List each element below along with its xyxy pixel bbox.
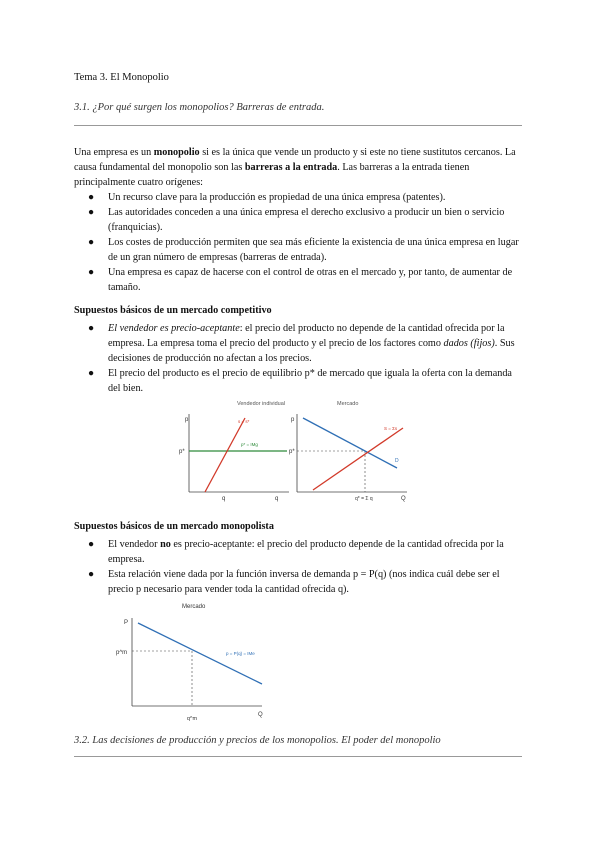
firm-supply-curve	[205, 418, 245, 492]
pm-label: p^m	[116, 650, 128, 656]
list-item: ● Un recurso clave para la producción es propiedad de una única empresa (patentes).	[88, 192, 446, 203]
curve-label: p = P(q) = IMe	[226, 651, 255, 656]
figure2-title: Mercado	[182, 604, 206, 610]
left-panel-title: Vendedor individual	[237, 401, 286, 407]
right-pstar-label: p*	[289, 449, 295, 455]
right-panel-title: Mercado	[337, 401, 359, 407]
competitive-market-figure	[175, 396, 415, 506]
competitive-list	[74, 321, 524, 396]
list-item: ● El vendedor es precio-aceptante: el precio del producto no depende de la cantidad ofrecida por la empresa. La empresa toma el precio del producto y el precio de los factores como dados (fijos). Sus decisiones de producción no afectan a los precios.	[88, 323, 515, 364]
Q-axis-label: Q	[258, 712, 263, 718]
market-supply-label: S = Σs	[384, 426, 398, 431]
section-heading-2: 3.2. Las decisiones de producción y precios de los monopolios. El poder del monopolio	[74, 735, 441, 746]
list-item: ● Una empresa es capaz de hacerse con el control de otras en el mercado y, por tanto, de aumentar de tamaño.	[88, 267, 513, 293]
section-divider	[74, 125, 522, 126]
list-item: ● El precio del producto es el precio de equilibrio p* de mercado que iguala la oferta con la demanda del bien.	[88, 368, 512, 394]
section-divider	[74, 756, 522, 757]
list-item: ● El vendedor no es precio-aceptante: el precio del producto depende de la cantidad ofrecida por la empresa.	[88, 539, 504, 565]
monopolist-list	[74, 537, 524, 597]
market-demand-curve	[303, 418, 397, 468]
barriers-list	[74, 190, 524, 295]
right-Q-label: Q	[401, 496, 406, 502]
right-p-label: p	[291, 417, 295, 423]
competitive-heading: Supuestos básicos de un mercado competitivo	[74, 305, 272, 316]
left-q-label: q	[222, 496, 226, 502]
list-item: ● Las autoridades conceden a una única empresa el derecho exclusivo a producir un bien o servicio (franquicias).	[88, 207, 505, 233]
p-axis-label: P	[124, 620, 129, 626]
firm-supply-label: s = s*	[238, 419, 250, 424]
list-item: ● Esta relación viene dada por la función inversa de demanda p = P(q) (nos indica cuál debe ser el precio p necesario para vender toda la cantidad ofrecida q).	[88, 569, 500, 595]
market-supply-curve	[313, 428, 403, 490]
qm-label: q^m	[186, 716, 198, 722]
list-item: ● Los costes de producción permiten que sea más eficiente la existencia de una única empresa en lugar de un gran número de empresas (barreras de entrada).	[88, 237, 519, 263]
monopolist-heading: Supuestos básicos de un mercado monopolista	[74, 521, 274, 532]
intro-paragraph: Una empresa es un monopolio si es la única que vende un producto y si este no tiene sustitutos cercanos. La causa fundamental del monopolio son las barreras a la entrada. Las barreras a la entrada tienen principalmente cuatro orígenes:	[74, 147, 516, 188]
equilibrium-quantity-label: q* = Σ q	[355, 496, 373, 502]
price-line-label: p* = IMg	[241, 442, 258, 447]
demand-label: D	[395, 458, 399, 464]
left-pstar-label: p*	[179, 449, 185, 455]
section-heading-1: 3.1. ¿Por qué surgen los monopolios? Barreras de entrada.	[74, 102, 325, 113]
left-p-label: p	[185, 417, 189, 423]
left-Q-label: q	[275, 496, 279, 502]
document-title: Tema 3. El Monopolio	[74, 72, 169, 83]
monopoly-demand-figure	[112, 598, 272, 723]
